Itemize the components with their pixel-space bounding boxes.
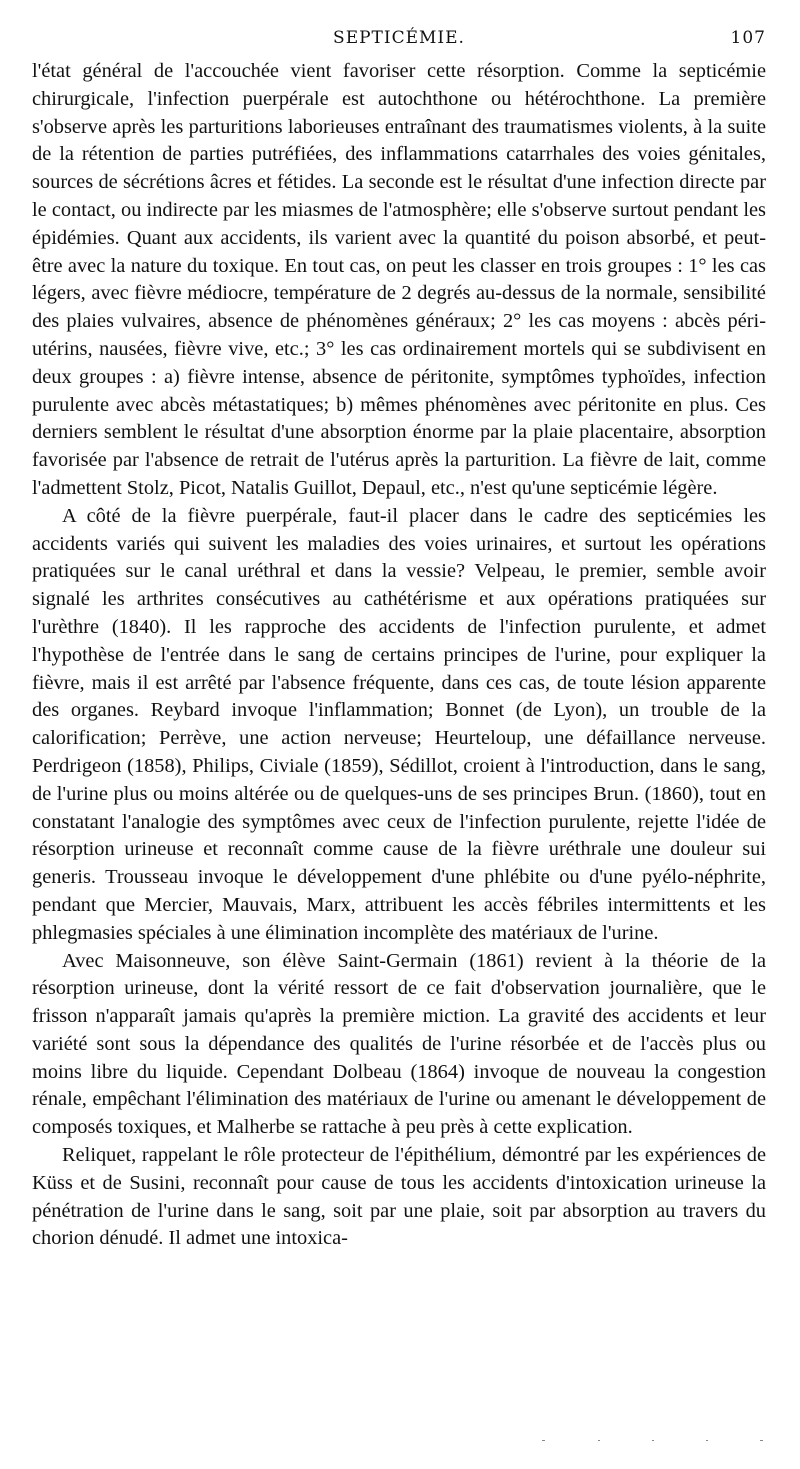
paragraph-puerperal-infection: l'état général de l'accouchée vient favoriser cette résorption. Comme la septicémie chirurgicale, l'infection puerpérale est autochthone ou hétérochthone. La première s'observe après les parturitions laborieuses entraînant des traumatismes violents, à la suite de la rétention de parties putréfiées, des inflammations catarrhales des voies génitales, sources de sécrétions âcres et fétides. La seconde est le résultat d'une infection directe par le contact, ou indirecte par les miasmes de l'atmosphère; elle s'observe surtout pendant les épidémies. Quant aux accidents, ils varient avec la quantité du poison absorbé, et peut-être avec la nature du toxique. En tout cas, on peut les classer en trois groupes : 1° les cas légers, avec fièvre médiocre, température de 2 degrés au-dessus de la normale, sensibilité des plaies vulvaires, absence de phénomènes généraux; 2° les cas moyens : abcès péri-utérins, nausées, fièvre vive, etc.; 3° les cas ordinairement mortels qui se subdivisent en deux groupes : a) fièvre intense, absence de péritonite, symptômes typhoïdes, infection purulente avec abcès métastatiques; b) mêmes phénomènes avec péritonite en plus. Ces derniers semblent le résultat d'une absorption énorme par la plaie placentaire, absorption favorisée par l'absence de retrait de l'utérus après la parturition. La fièvre de lait, comme l'admettent Stolz, Picot, Natalis Guillot, Depaul, etc., n'est qu'une septicémie légère.	[32, 60, 766, 499]
body-text	[32, 58, 766, 1253]
running-title: SEPTICÉMIE.	[333, 28, 465, 48]
speckle-marks	[540, 1436, 770, 1444]
paragraph-urinary-resorption: Avec Maisonneuve, son élève Saint-Germain (1861) revient à la théorie de la résorption urineuse, dont la vérité ressort de ce fait d'observation journalière, que le frisson n'apparaît jamais qu'après la première miction. La gravité des accidents et leur variété sont sous la dépendance des qualités de l'urine résorbée et de l'accès plus ou moins libre du liquide. Cependant Dolbeau (1864) invoque de nouveau la congestion rénale, empêchant l'élimination des matériaux de l'urine ou amenant le développement de composés toxiques, et Malherbe se rattache à peu près à cette explication.	[32, 949, 766, 1139]
paragraph-urinary-accidents: A côté de la fièvre puerpérale, faut-il placer dans le cadre des septicémies les accidents variés qui suivent les maladies des voies urinaires, et surtout les opérations pratiquées sur le canal uréthral et dans la vessie? Velpeau, le premier, semble avoir signalé les arthrites consécutives au cathétérisme et aux opérations pratiquées sur l'urèthre (1840). Il les rapproche des accidents de l'infection purulente, et admet l'hypothèse de l'entrée dans le sang de certains principes de l'urine, pour expliquer la fièvre, mais il est arrêté par l'absence fréquente, dans ces cas, de toute lésion apparente des organes. Reybard invoque l'inflammation; Bonnet (de Lyon), un trouble de la calorification; Perrève, une action nerveuse; Heurteloup, une défaillance nerveuse. Perdrigeon (1858), Philips, Civiale (1859), Sédillot, croient à l'introduction, dans le sang, de l'urine plus ou moins altérée ou de quelques-uns de ses principes Brun. (1860), tout en constatant l'analogie des symptômes avec ceux de l'infection purulente, rejette l'idée de résorption urineuse et reconnaît comme cause de la fièvre uréthrale une douleur sui generis. Trousseau invoque le développement d'une phlébite ou d'une pyélo-néphrite, pendant que Mercier, Mauvais, Marx, attribuent les accès fébriles intermittents et les phlegmasies spéciales à une élimination incomplète des matériaux de l'urine.	[32, 504, 766, 944]
running-header	[32, 28, 766, 58]
paragraph-reliquet: Reliquet, rappelant le rôle protecteur de l'épithélium, démontré par les expériences de Küss et de Susini, reconnaît pour cause de tous les accidents d'intoxication urineuse la pénétration de l'urine dans le sang, soit par une plaie, soit par absorption au travers du chorion dénudé. Il admet une intoxica-	[32, 1144, 766, 1250]
page-number: 107	[730, 28, 766, 48]
print-speckles	[540, 1436, 770, 1444]
book-page	[32, 28, 766, 1253]
